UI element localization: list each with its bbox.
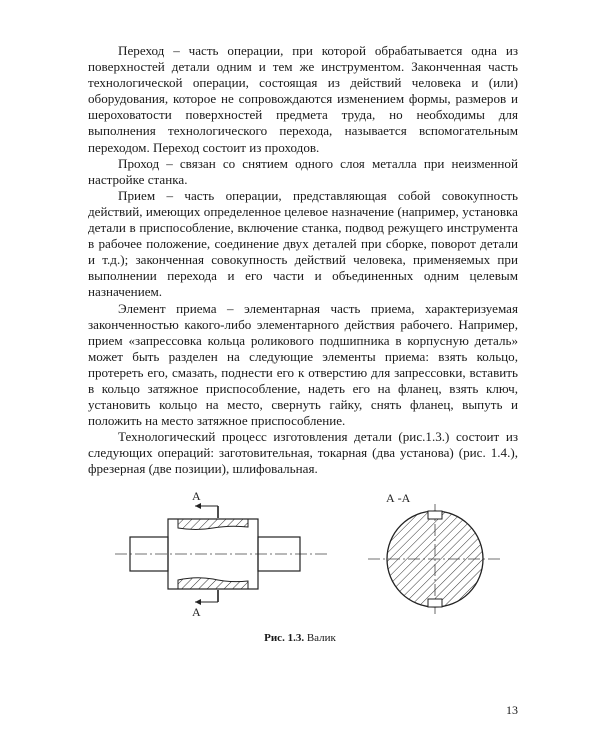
paragraph-prohod: Проход – связан со снятием одного слоя металла при неизменной настройке станка. <box>88 155 518 187</box>
paragraph-element-priema: Элемент приема – элементарная часть приема, характеризуемая законченностью какого-либо элементарного действия рабочего. Например, прием «запрессовка кольца роликового подшипника в корпусную деталь» может быть разделен на следующие элементы приема: взять кольцо, протереть его, смазать, поднести его к отверстию для запрессовки, вставить в кольцо затяжное приспособление, надеть его на фланец, взять ключ, установить кольцо на место, свернуть гайку, снять фланец, выпуть и положить на место затяжное приспособление. <box>88 300 518 429</box>
section-keyway-bottom <box>428 599 442 607</box>
keyway-top-hatch <box>178 519 248 530</box>
figure-shaft <box>100 489 540 619</box>
figure-caption <box>0 632 600 644</box>
section-circle <box>387 511 483 607</box>
section-label-bottom: А <box>192 605 201 619</box>
shaft-side-view <box>115 489 330 619</box>
keyway-bottom-hatch <box>178 578 248 589</box>
body-text <box>88 43 518 478</box>
paragraph-tech-process: Технологический процесс изготовления детали (рис.1.3.) состоит из следующих операций: заготовительная, токарная (два установа) (рис. 1.4.), фрезерная (две позиции), шлифовальная. <box>88 429 518 477</box>
paragraph-priem: Прием – часть операции, представляющая собой совокупность действий, имеющих определенное целевое назначение (например, установка детали в приспособление, включение станка, подвод режущего инструмента в рабочее положение, соединение двух деталей при сборке, поворот детали и т.д.); законченная совокупность действий человека, применяемых при выполнении перехода и его части и объединенных одним целевым назначением. <box>88 187 518 300</box>
caption-label: Рис. 1.3. <box>264 632 305 644</box>
section-view-label: А -А <box>386 491 411 505</box>
paragraph-perehod: Переход – часть операции, при которой обрабатывается одна из поверхностей детали одним и тем же инструментом. Законченная часть технологической операции, состоящая из действий человека и (или) оборудования, которое не сопровождаются изменением формы, размеров и шероховатости поверхностей предмета труда, но необходимы для выполнения технологического перехода, называется вспомогательным переходом. Переход состоит из проходов. <box>88 43 518 155</box>
section-arrow-top-head <box>195 503 201 509</box>
caption-title: Валик <box>306 632 336 644</box>
section-keyway-top <box>428 511 442 519</box>
page-number: 13 <box>506 703 518 717</box>
shaft-drawing <box>100 489 540 619</box>
section-label-top: А <box>192 489 201 503</box>
section-view-aa <box>368 491 502 614</box>
